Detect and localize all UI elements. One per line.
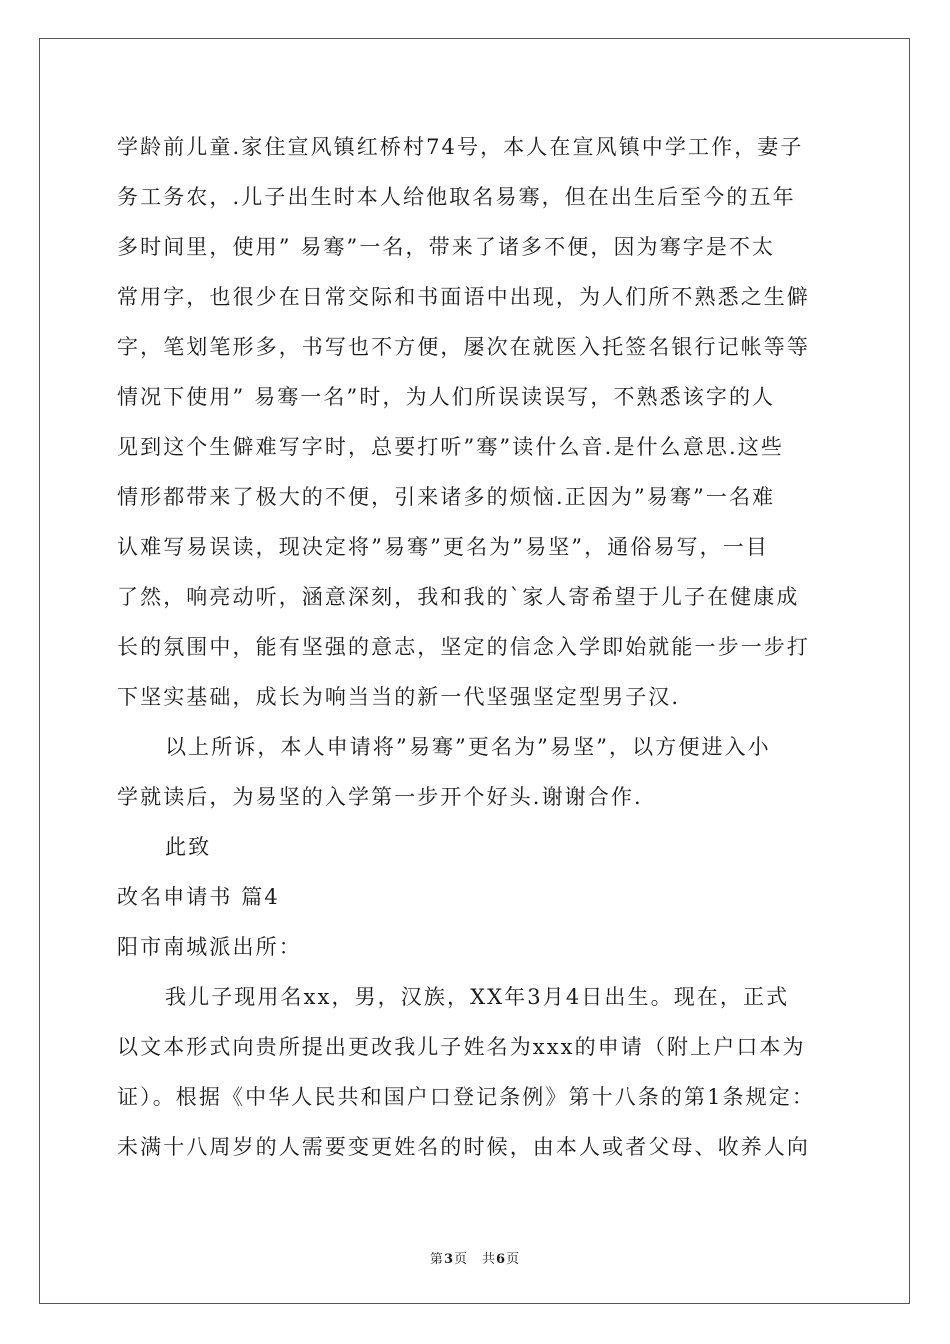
page-footer xyxy=(0,1248,950,1267)
paragraph-line: 学龄前儿童.家住宣风镇红桥村74号，本人在宣风镇中学工作，妻子 xyxy=(117,135,804,159)
page-suffix: 页 xyxy=(453,1252,468,1267)
salutation-line: 此致 xyxy=(165,835,212,859)
paragraph-line: 以文本形式向贵所提出更改我儿子姓名为xxx的申请（附上户口本为 xyxy=(117,1035,806,1059)
paragraph-line: 未满十八周岁的人需要变更姓名的时候，由本人或者父母、收养人向 xyxy=(117,1135,810,1159)
paragraph-line: 我儿子现用名xx，男，汉族，XX年3月4日出生。现在，正式 xyxy=(165,985,790,1009)
paragraph-line: 了然，响亮动听，涵意深刻，我和我的`家人寄希望于儿子在健康成 xyxy=(117,585,800,609)
section-heading: 改名申请书 篇4 xyxy=(117,885,280,909)
page-prefix: 第 xyxy=(429,1252,444,1267)
paragraph-line: 以上所诉，本人申请将”易骞”更名为”易坚”，以方便进入小 xyxy=(165,735,771,759)
document-body xyxy=(117,125,837,1175)
paragraph-line: 务工务农，.儿子出生时本人给他取名易骞，但在出生后至今的五年 xyxy=(117,185,796,209)
paragraph-line: 证）。根据《中华人民共和国户口登记条例》第十八条的第1条规定： xyxy=(117,1085,815,1109)
paragraph-line: 长的氛围中，能有坚强的意志，坚定的信念入学即始就能一步一步打 xyxy=(117,635,810,659)
paragraph-line: 认难写易误读，现决定将”易骞”更名为”易坚”，通俗易写，一目 xyxy=(117,535,769,559)
page-current: 3 xyxy=(443,1252,454,1267)
addressee-line: 阳市南城派出所： xyxy=(117,935,302,959)
total-prefix: 共 xyxy=(482,1252,497,1267)
page-total: 6 xyxy=(496,1252,507,1267)
paragraph-line: 学就读后，为易坚的入学第一步开个好头.谢谢合作. xyxy=(117,785,643,809)
paragraph-line: 常用字，也很少在日常交际和书面语中出现，为人们所不熟悉之生僻 xyxy=(117,285,810,309)
paragraph-line: 字，笔划笔形多，书写也不方便，屡次在就医入托签名银行记帐等等 xyxy=(117,335,810,359)
paragraph-line: 多时间里，使用” 易骞”一名，带来了诸多不便，因为骞字是不太 xyxy=(117,235,776,259)
paragraph-line: 情况下使用” 易骞一名”时，为人们所误读误写，不熟悉该字的人 xyxy=(117,385,776,409)
paragraph-line: 下坚实基础，成长为响当当的新一代坚强坚定型男子汉. xyxy=(117,685,681,709)
paragraph-line: 见到这个生僻难写字时，总要打听”骞”读什么音.是什么意思.这些 xyxy=(117,435,784,459)
total-suffix: 页 xyxy=(506,1252,521,1267)
paragraph-line: 情形都带来了极大的不便，引来诸多的烦恼.正因为”易骞”一名难 xyxy=(117,485,776,509)
